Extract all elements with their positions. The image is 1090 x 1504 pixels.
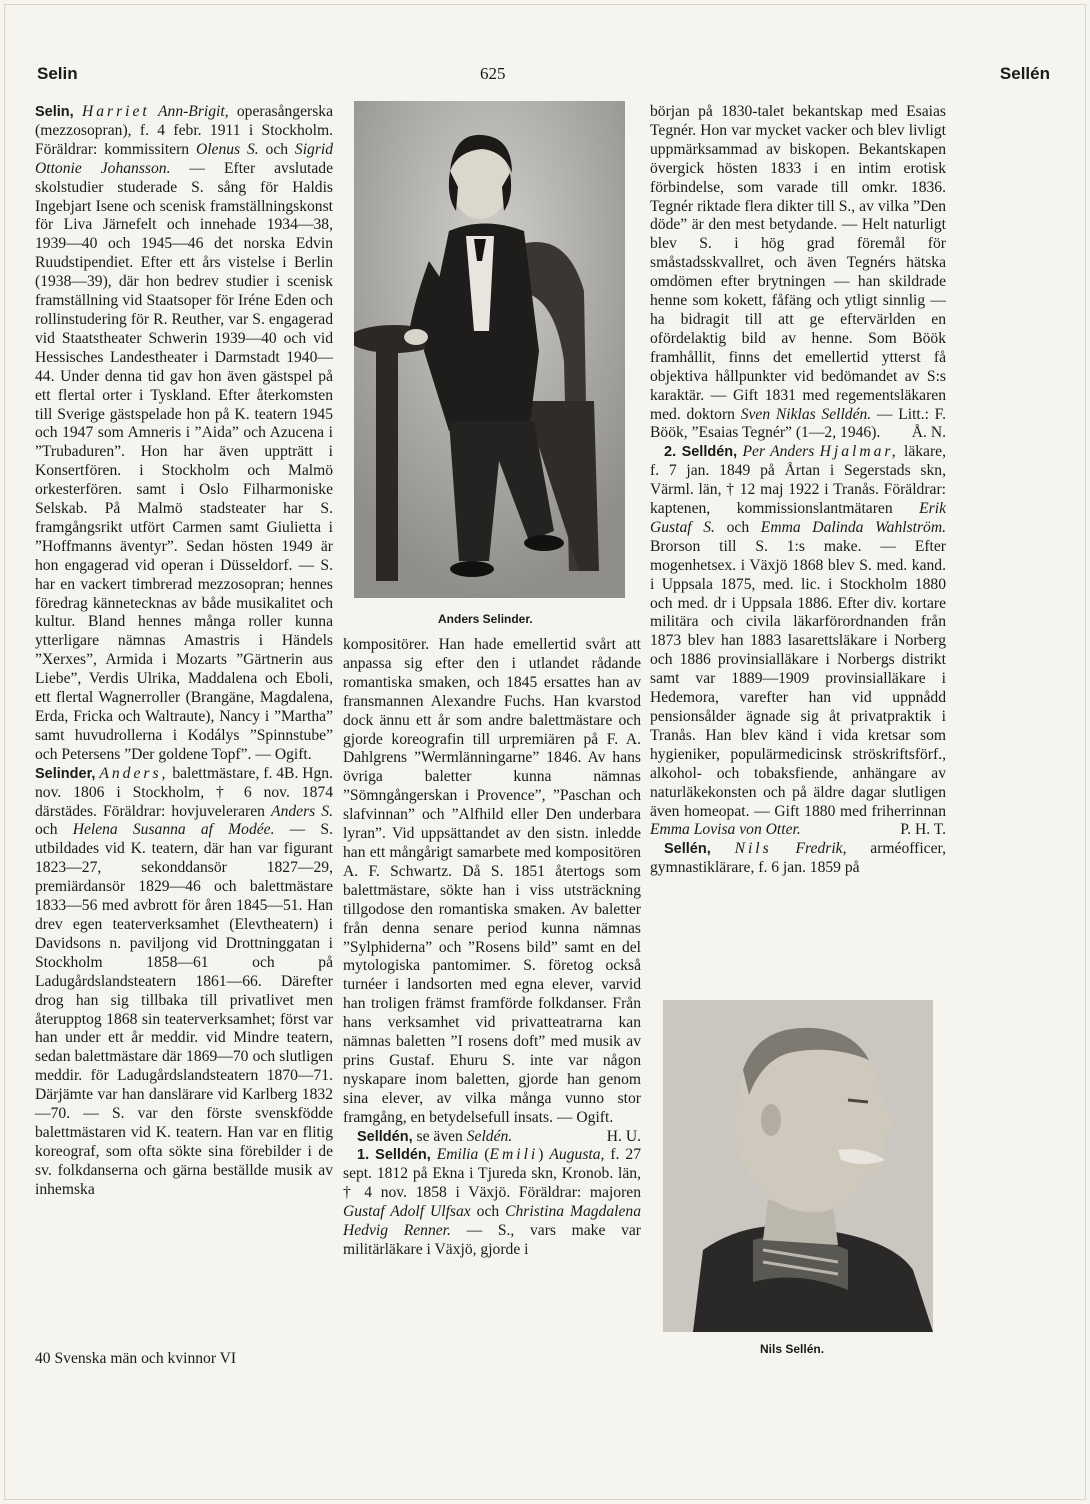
entry-sellden-emilia bbox=[343, 1146, 641, 1259]
given-name-spaced: Harriet bbox=[81, 103, 150, 120]
entry-text-italic: Olenus S. bbox=[195, 140, 259, 158]
entry-text-italic: Seldén. bbox=[466, 1127, 513, 1145]
portrait-illustration bbox=[663, 1000, 933, 1332]
signature: P. H. T. bbox=[900, 821, 946, 839]
entry-text: — Efter avslutade skolstudier studerade S. sång för Haldis Ingebjart Isene och scenisk framställningskonst för Liva Järnefelt och innehade 1934—38, 1939—40 och 1945—46 det norska Edvin Ruudstipendiet. Efter ett års vistelse i Berlin (1938—39), där hon bedrev studier i scenisk framställning vid Staatsoper för Iréne Eden och rollinstudering för R. Reuther, var S. engagerad vid Staatstheater Schwerin 1939—40 och vid Hessisches Landestheater i Darmstadt 1940—44. Under denna tid gav hon även gästspel på ett flertal orter i Tyskland. Efter återkomsten till Sverige gästspelade hon på K. teatern 1945 och 1947 som Amneris i ”Aida” och Azucena i ”Trubaduren”. Hon har även uppträtt i Konsertfören. i Stockholm och Malmö orkesterfören. samt i Oslo Filharmoniske Selskab. På Malmö stadsteater har S. framgångsrikt utfört Carmen samt Giulietta i ”Hoffmanns äventyr”. Sedan hösten 1949 är hon engagerad vid operan i Düsseldorf. — S. har en vackert timbrerad mezzosopran; hennes föredrag kännetecknas av både musikalitet och kultur. Bland hennes många roller kunna ytterligare nämnas Amastris i Händels ”Xerxes”, Armida i Mozarts ”Gärtnerin aus Liebe”, Verdis Ulrika, Maddalena och Eboli, ett flertal Wagnerroller (Brangäne, Magdalena, Erda, Fricka och Waltraute), Nancy i ”Martha” samt huvudrollerna i Kodálys ”Spinnstube” och Petersens ”Der goldene Topf”. — Ogift. bbox=[35, 159, 333, 763]
entry-sellden-hjalmar bbox=[650, 443, 946, 840]
entry-text-italic: Helena Susanna af Modée. bbox=[72, 821, 275, 839]
entry-text: arméofficer, gymnastiklärare, f. 6 jan. 1859 på bbox=[650, 840, 946, 877]
running-head-left: Selin bbox=[37, 64, 78, 83]
entry-text: kompositörer. Han hade emellertid svårt att anpassa sig efter den i utlandet rådande romantiska smaken, och 1845 ersattes han av fransmannen Alexandre Fuchs. Han kvarstod dock ännu ett år som andre balettmästare och gjorde koreografin till urpremiären på F. A. Dahlgrens ”Wermlänningarne” 1846. Av hans övriga baletter kunna nämnas ”Sömngångerskan i Provence”, ”Paschan och slafvinnan” och ”Alfhild eller Den underbara lyran”. Vid uppsättandet av den sistn. inledde han ett mångårigt samarbete med kompositören A. F. Schwartz. Då S. 1851 återtogs som balettmästare, sökte han i viss utsträckning tillgodose den romantiska smaken. Av baletter från denna senare period kunna nämnas ”Sylphiderna” och ”Rosens bild” samt en del mytologiska pantomimer. S. företog också turnéer i landsorten med egna elever, varvid han troligen främst framförde folkdanser. Från hans verksamhet vid privatteatrarna kan nämnas baletten ”I rosens doft” med musik av prins Gustaf. Ehuru S. inte var någon nyskapare inom baletten, gjorde han genom sina elever, av vilka många vunno stor framgång, en betydelsefull insats. — Ogift. bbox=[343, 636, 641, 1126]
entry-text: — S., vars make var militärläkare i Växjö, gjorde i bbox=[343, 1222, 641, 1258]
entry-text-italic: Sigrid Ottonie Johansson. bbox=[35, 140, 334, 177]
entry-text: — Litt.: F. Böök, ”Esaias Tegnér” (1—2, 1946). bbox=[650, 405, 946, 442]
given-name-spaced: Emili bbox=[489, 1146, 539, 1164]
column-left bbox=[35, 103, 333, 1200]
entry-text-italic: Emma Lovisa von Otter. bbox=[650, 821, 801, 839]
entry-text: och bbox=[470, 1203, 506, 1221]
entry-text: — S. utbildades vid K. teatern, där han var figurant 1823—27, sekonddansör 1827—29, premiärdansör 1829—46 och balettmästare 1833—56 med avbrott för åren 1845—51. Han drev egen teaterverksamhet (Elevtheatern) i Davidsons n. paviljong vid Drottninggatan i Stockholm 1858—61 och på Ladugårdslandsteatern 1861—66. Därefter drog han sig tillbaka till privatlivet men återupptog 1868 sin teaterverksamhet; först var han under ett år meddir. vid Mindre teatern, sedan balettmästare där 1869—70 och slutligen meddir. för Ladugårdslandsteatern 1870—71. Därjämte var han danslärare vid Karlberg 1832—70. — S. var den förste svenskfödde balettmästaren vid K. teatern. Han var en flitig koreograf, som ofta sökte sina förebilder i de sv. folkdanserna och gärna beställde musik av inhemska bbox=[35, 821, 334, 1198]
headword: Selin, bbox=[35, 104, 74, 120]
headword: 2. Selldén, bbox=[664, 444, 738, 461]
portrait-nils-sellen bbox=[663, 1000, 933, 1332]
given-name: Per Anders bbox=[742, 443, 815, 461]
headword: Sellén, bbox=[664, 841, 711, 858]
given-name: Augusta, bbox=[549, 1146, 605, 1164]
given-name-spaced: Anders, bbox=[99, 764, 169, 782]
given-name: Emilia bbox=[436, 1146, 479, 1164]
signature: H. U. bbox=[606, 1127, 641, 1145]
given-name-spaced: Nils bbox=[734, 840, 772, 858]
given-name-spaced: Hjalmar, bbox=[819, 443, 899, 461]
entry-text: balettmästare, f. 4 nov. 1806 i Stockholm, † 6 nov. 1874 därstädes. Föräldrar: hovjuveleraren bbox=[35, 764, 333, 820]
entry-continuation bbox=[650, 103, 946, 443]
entry-text: och bbox=[714, 518, 761, 536]
entry-text: se även bbox=[412, 1127, 467, 1145]
portrait-illustration bbox=[354, 101, 625, 598]
entry-selinder-anders bbox=[35, 765, 333, 1200]
entry-text: läkare, f. 7 jan. 1849 på Årtan i Segerstads skn, Värml. län, † 12 maj 1922 i Tranås. Föräldrar: kaptenen, kommissionslantmätaren bbox=[650, 443, 946, 518]
entry-text: och bbox=[35, 821, 73, 839]
entry-sellden-cross-ref bbox=[343, 1128, 641, 1147]
given-name: Fredrik, bbox=[795, 840, 847, 858]
footer-signature: 40 Svenska män och kvinnor VI bbox=[35, 1350, 237, 1367]
given-name: Ann-Brigit, bbox=[158, 103, 229, 120]
entry-text: ) bbox=[538, 1146, 550, 1164]
entry-text-italic: Anders S. bbox=[271, 802, 334, 820]
entry-text-italic: Christina Magdalena Hedvig Renner. bbox=[343, 1203, 642, 1240]
entry-text: ( bbox=[478, 1146, 490, 1164]
headword: Selinder, bbox=[35, 765, 96, 782]
entry-sellen-nils bbox=[650, 840, 946, 878]
page-number: 625 bbox=[480, 64, 506, 83]
caption-photo-1: Anders Selinder. bbox=[438, 612, 533, 626]
entry-text: f. 27 sept. 1812 på Ekna i Tjureda skn, Kronob. län, † 4 nov. 1858 i Växjö. Föräldrar: majoren bbox=[343, 1146, 641, 1202]
column-right bbox=[650, 103, 946, 878]
entry-text: och bbox=[258, 140, 295, 158]
entry-text-italic: Gustaf Adolf Ulfsax bbox=[343, 1203, 471, 1221]
entry-text: operasångerska (mezzosopran), f. 4 febr. 1911 i Stockholm. Föräldrar: kommissitern bbox=[35, 103, 333, 158]
entry-text-italic: Sven Niklas Selldén. bbox=[740, 405, 872, 423]
entry-text: Brorson till S. 1:s make. — Efter mogenhetsex. i Växjö 1868 blev S. med. kand. i Uppsala 1875, med. lic. i Stockholm 1880 och med. dr i Uppsala 1886. Efter div. kortare militära och civila läkarförordnanden från 1873 blev han 1883 lasarettsläkare i Norberg och 1886 provinsialläkare i Norbergs distrikt samt var 1889—1909 provinsialläkare i Hedemora, varefter han vid uppnådd pensionsålder ägnade sig åt privatpraktik i Tranås. Han blev känd i vida kretsar som hygieniker, populärmedicinsk ströskriftsförf., alkohol- och tobaksfiende, anhängare av naturläkekonsten och på äldre dagar slutligen även homeopat. — Gift 1880 med friherrinnan bbox=[650, 537, 946, 820]
entry-text: början på 1830-talet bekantskap med Esaias Tegnér. Hon var mycket vacker och blev livligt uppmärksammad av biskopen. Bekantskapen övergick hösten 1833 i en intim erotisk förbindelse, som varade till omkr. 1836. Tegnér riktade flera dikter till S., av vilka ”Den döde” är den mest betydande. — Helt naturligt blev S. i hög grad föremål för småstadsskvallret, och även Tegnérs hätska omdömen efter brytningen — han skildrade henne som kokett, fåfäng och ytligt sinnlig — ha bidragit till att ge eftervärlden en ofördelaktig bild av henne. Som Böök framhållit, finns det emellertid ytterst få objektiva hållpunkter vid bedömandet av S:s karaktär. — Gift 1831 med regementsläkaren med. doktorn bbox=[650, 103, 946, 423]
headword: 1. Selldén, bbox=[357, 1147, 431, 1164]
column-middle bbox=[343, 636, 641, 1260]
entry-text-italic: Emma Dalinda Wahlström. bbox=[760, 518, 946, 536]
signature: Å. N. bbox=[911, 424, 946, 442]
entry-text-italic: Erik Gustaf S. bbox=[650, 500, 946, 536]
signature: B. Hgn. bbox=[284, 764, 333, 782]
caption-photo-2: Nils Sellén. bbox=[760, 1342, 825, 1356]
running-head-right: Sellén bbox=[999, 64, 1050, 83]
headword: Selldén, bbox=[357, 1128, 413, 1145]
portrait-anders-selinder bbox=[354, 101, 625, 598]
